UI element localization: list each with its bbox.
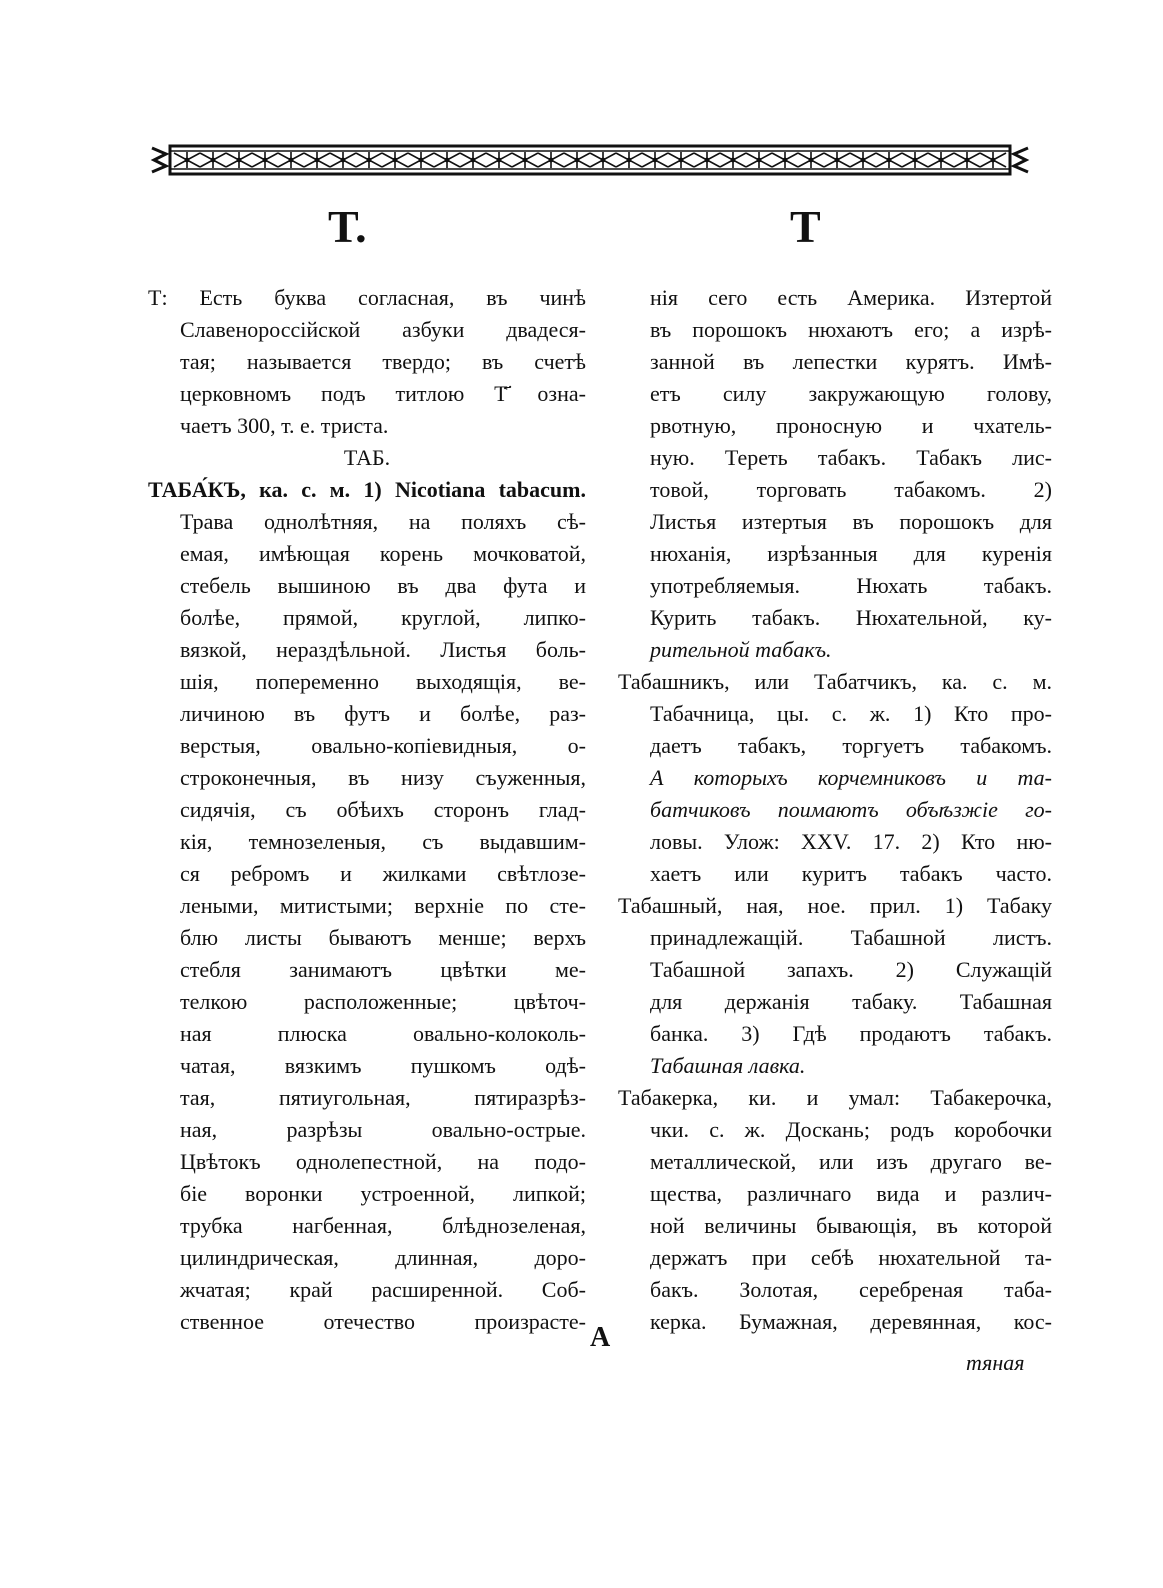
text-line: вязкой, нераздѣльной. Листья боль- (180, 637, 586, 662)
text-line: въ порошокъ нюхаютъ его; а изрѣ- (650, 317, 1052, 342)
text-line: цилиндрическая, длинная, доро- (180, 1245, 586, 1270)
text-line: телкою расположенные; цвѣточ- (180, 989, 586, 1014)
text-line: ная, разрѣзы овально-острые. (180, 1117, 586, 1142)
text-line: товой, торговать табакомъ. 2) (650, 477, 1052, 502)
text-line: тая, пятиугольная, пятиразрѣз- (180, 1085, 586, 1110)
text-line: верстыя, овально-копіевидныя, о- (180, 733, 586, 758)
text-line: нюханія, изрѣзанныя для куренія (650, 541, 1052, 566)
left-column-letter: Т. (328, 201, 368, 252)
text-line: ная плюска овально-колоколь- (180, 1021, 586, 1046)
text-line: металлической, или изъ другаго ве- (650, 1149, 1052, 1174)
text-line: Славенороссійской азбуки двадеся- (180, 317, 586, 342)
text-line: біе воронки устроенной, липкой; (180, 1181, 586, 1206)
text-line: стебель вышиною въ два фута и (180, 573, 586, 598)
text-line: чки. с. ж. Доскань; родъ коробочки (650, 1117, 1052, 1142)
text-line: рительной табакъ. (650, 637, 832, 662)
text-line: шія, попеременно выходящія, ве- (180, 669, 586, 694)
text-line: леными, митистыми; верхніе по сте- (180, 893, 586, 918)
text-line: Т: Есть буква согласная, въ чинѣ (148, 285, 586, 310)
text-line: Табачница, цы. с. ж. 1) Кто про- (650, 701, 1052, 726)
text-line: принадлежащій. Табашной листъ. (650, 925, 1052, 950)
catchword: тяная (966, 1350, 1025, 1375)
text-line: емая, имѣющая корень мочковатой, (180, 541, 586, 566)
text-line: нія сего есть Америка. Изтертой (650, 285, 1052, 310)
text-line: А которыхъ корчемниковъ и та- (650, 765, 1052, 790)
text-line: Табашной запахъ. 2) Служащій (650, 957, 1052, 982)
text-line: Листья изтертыя въ порошокъ для (650, 509, 1052, 534)
text-line: хаетъ или куритъ табакъ часто. (650, 861, 1052, 886)
text-line: ТАБА́КЪ, ка. с. м. 1) Nicotiana tabacum. (148, 477, 586, 502)
text-line: чатая, вязкимъ пушкомъ одѣ- (180, 1053, 586, 1078)
text-line: Табашникъ, или Табатчикъ, ка. с. м. (618, 669, 1052, 694)
text-line: ся ребромъ и жилками свѣтлозе- (180, 861, 586, 886)
text-line: употребляемыя. Нюхать табакъ. (650, 573, 1052, 598)
text-line: ловы. Улож: XXV. 17. 2) Кто ню- (650, 829, 1052, 854)
text-line: банка. 3) Гдѣ продаютъ табакъ. (650, 1021, 1052, 1046)
text-line: етъ силу закружающую голову, (650, 381, 1052, 406)
text-line: держатъ при себѣ нюхательной та- (650, 1245, 1052, 1270)
text-line: занной въ лепестки курятъ. Имѣ- (650, 349, 1052, 374)
text-line: ственное отечество произрасте- (180, 1309, 586, 1334)
right-column-letter: Т (790, 201, 822, 252)
text-line: батчиковъ поимаютъ объѣзжіе го- (650, 797, 1052, 822)
text-line: щества, различнаго вида и различ- (650, 1181, 1052, 1206)
left-column-text (148, 282, 586, 1338)
text-line: рвотную, проносную и чхатель- (650, 413, 1052, 438)
signature-mark: A (590, 1322, 611, 1353)
text-line: Трава однолѣтняя, на поляхъ сѣ- (180, 509, 586, 534)
text-line: жчатая; край расширенной. Соб- (180, 1277, 586, 1302)
text-line: блю листы бываютъ менше; верхъ (180, 925, 586, 950)
right-column-text (618, 282, 1052, 1338)
text-line: ную. Тереть табакъ. Табакъ лис- (650, 445, 1052, 470)
text-line: для держанія табаку. Табашная (650, 989, 1052, 1014)
text-line: Табашный, ная, ное. прил. 1) Табаку (618, 893, 1052, 918)
text-line: стебля занимаютъ цвѣтки ме- (180, 957, 586, 982)
text-line: ной величины бывающія, въ которой (650, 1213, 1052, 1238)
text-line: чаетъ 300, т. е. триста. (180, 413, 389, 438)
text-line: личиною въ футъ и болѣе, раз- (180, 701, 586, 726)
text-line: ТАБ. (343, 445, 391, 470)
header-ornament-band (148, 140, 1032, 180)
text-line: тая; называется твердо; въ счетѣ (180, 349, 586, 374)
text-line: бакъ. Золотая, серебреная таба- (650, 1277, 1052, 1302)
text-line: трубка нагбенная, блѣднозеленая, (180, 1213, 586, 1238)
text-line: Курить табакъ. Нюхательной, ку- (650, 605, 1052, 630)
text-line: церковномъ подъ титлою Т҃ озна- (180, 381, 586, 406)
text-line: Цвѣтокъ однолепестной, на подо- (180, 1149, 586, 1174)
text-line: строконечныя, въ низу съуженныя, (180, 765, 586, 790)
text-line: сидячія, съ обѣихъ сторонъ глад- (180, 797, 586, 822)
text-line: кія, темнозеленыя, съ выдавшим- (180, 829, 586, 854)
text-line: Табакерка, ки. и умал: Табакерочка, (618, 1085, 1052, 1110)
text-line: Табашная лавка. (650, 1053, 806, 1078)
text-line: даетъ табакъ, торгуетъ табакомъ. (650, 733, 1052, 758)
text-line: керка. Бумажная, деревянная, кос- (650, 1309, 1052, 1334)
text-line: болѣе, прямой, круглой, липко- (180, 605, 586, 630)
